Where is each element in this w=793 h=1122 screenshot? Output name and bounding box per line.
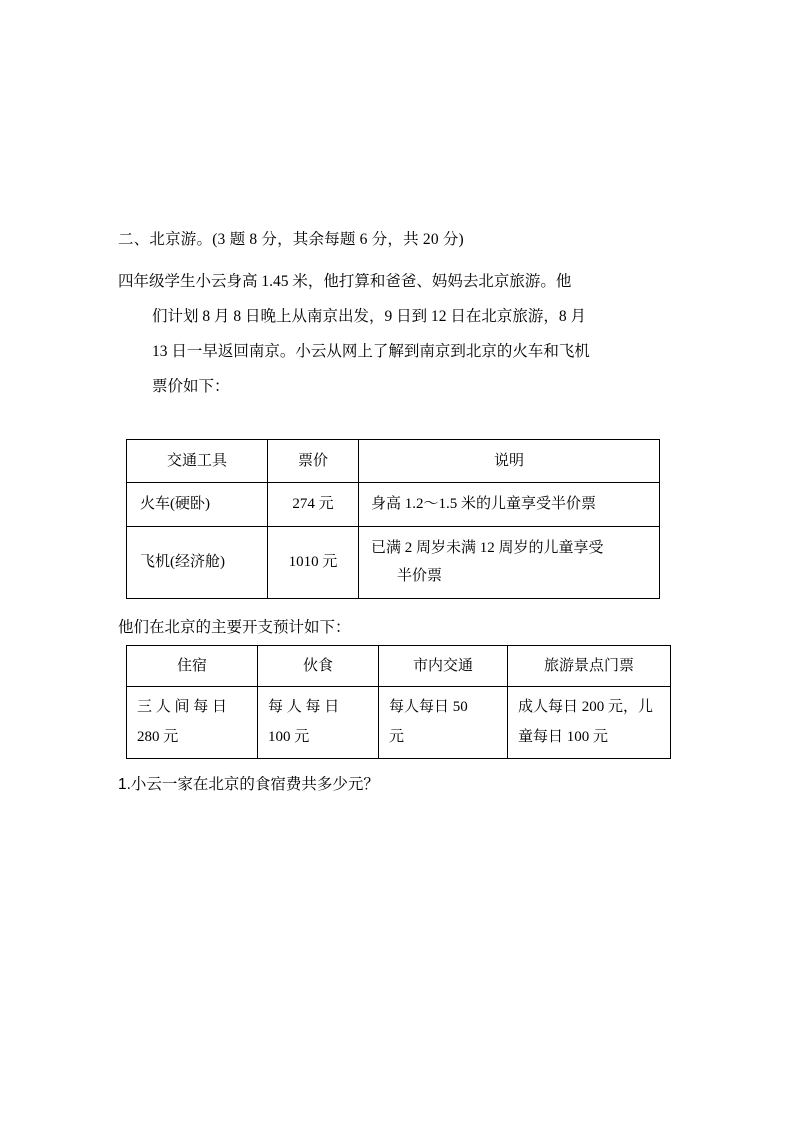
problem-line-2: 们计划 8 月 8 日晚上从南京出发，9 日到 12 日在北京旅游，8 月 <box>152 308 587 326</box>
expense-lodging-line-2: 280 元 <box>137 728 179 745</box>
expense-transit-line-1: 每人每日 50 <box>389 699 468 716</box>
expense-header-tickets: 旅游景点门票 <box>508 645 671 687</box>
fare-header-note: 说明 <box>359 439 660 483</box>
fare-header-transport: 交通工具 <box>127 439 268 483</box>
expense-food-line-2: 100 元 <box>268 728 310 745</box>
fare-cell-price-plane: 1010 元 <box>268 526 359 598</box>
table-row <box>127 526 660 598</box>
content-area <box>118 228 678 801</box>
problem-line-3: 13 日一早返回南京。小云从网上了解到南京到北京的火车和飞机 <box>152 343 590 360</box>
fare-cell-transport-plane: 飞机(经济舱) <box>127 526 268 598</box>
table-header-row <box>127 645 671 687</box>
expense-cell-food <box>258 687 379 759</box>
table-header-row <box>127 439 660 483</box>
table-row <box>127 483 660 527</box>
expense-header-lodging: 住宿 <box>127 645 258 687</box>
problem-line-4: 票价如下： <box>152 377 230 395</box>
expense-tickets-line-1: 成人每日 200 元，儿 <box>518 699 654 716</box>
table-row <box>127 687 671 759</box>
fare-table <box>126 439 660 599</box>
fare-note-plane-line-1: 已满 2 周岁未满 12 周岁的儿童享受 <box>371 539 604 556</box>
fare-cell-price-train: 274 元 <box>268 483 359 527</box>
expense-lodging-line-1: 三 人 间 每 日 <box>137 699 228 716</box>
expense-header-food: 伙食 <box>258 645 379 687</box>
spacer <box>118 405 678 439</box>
expense-food-line-1: 每 人 每 日 <box>268 699 340 716</box>
expense-intro-text: 他们在北京的主要开支预计如下： <box>118 618 351 636</box>
fare-header-price: 票价 <box>268 439 359 483</box>
expense-tickets-line-2: 童每日 100 元 <box>518 728 609 745</box>
expense-cell-transit <box>379 687 508 759</box>
expense-transit-line-2: 元 <box>389 728 405 745</box>
problem-line-1: 四年级学生小云身高 1.45 米，他打算和爸爸、妈妈去北京旅游。他 <box>118 273 572 291</box>
fare-cell-note-plane <box>359 526 660 598</box>
fare-cell-note-train: 身高 1.2～1.5 米的儿童享受半价票 <box>359 483 660 527</box>
fare-note-plane-line-2: 半价票 <box>397 568 443 585</box>
fare-cell-transport-train: 火车(硬卧) <box>127 483 268 527</box>
expense-cell-tickets <box>508 687 671 759</box>
expense-header-transit: 市内交通 <box>379 645 508 687</box>
spacer <box>118 599 678 611</box>
expense-cell-lodging <box>127 687 258 759</box>
problem-statement <box>118 265 678 405</box>
question-1: 1.小云一家在北京的食宿费共多少元？ <box>118 775 379 793</box>
expense-table <box>126 645 671 759</box>
question-list <box>118 769 678 802</box>
section-heading: 二、北京游。(3 题 8 分，其余每题 6 分，共 20 分) <box>118 231 464 248</box>
